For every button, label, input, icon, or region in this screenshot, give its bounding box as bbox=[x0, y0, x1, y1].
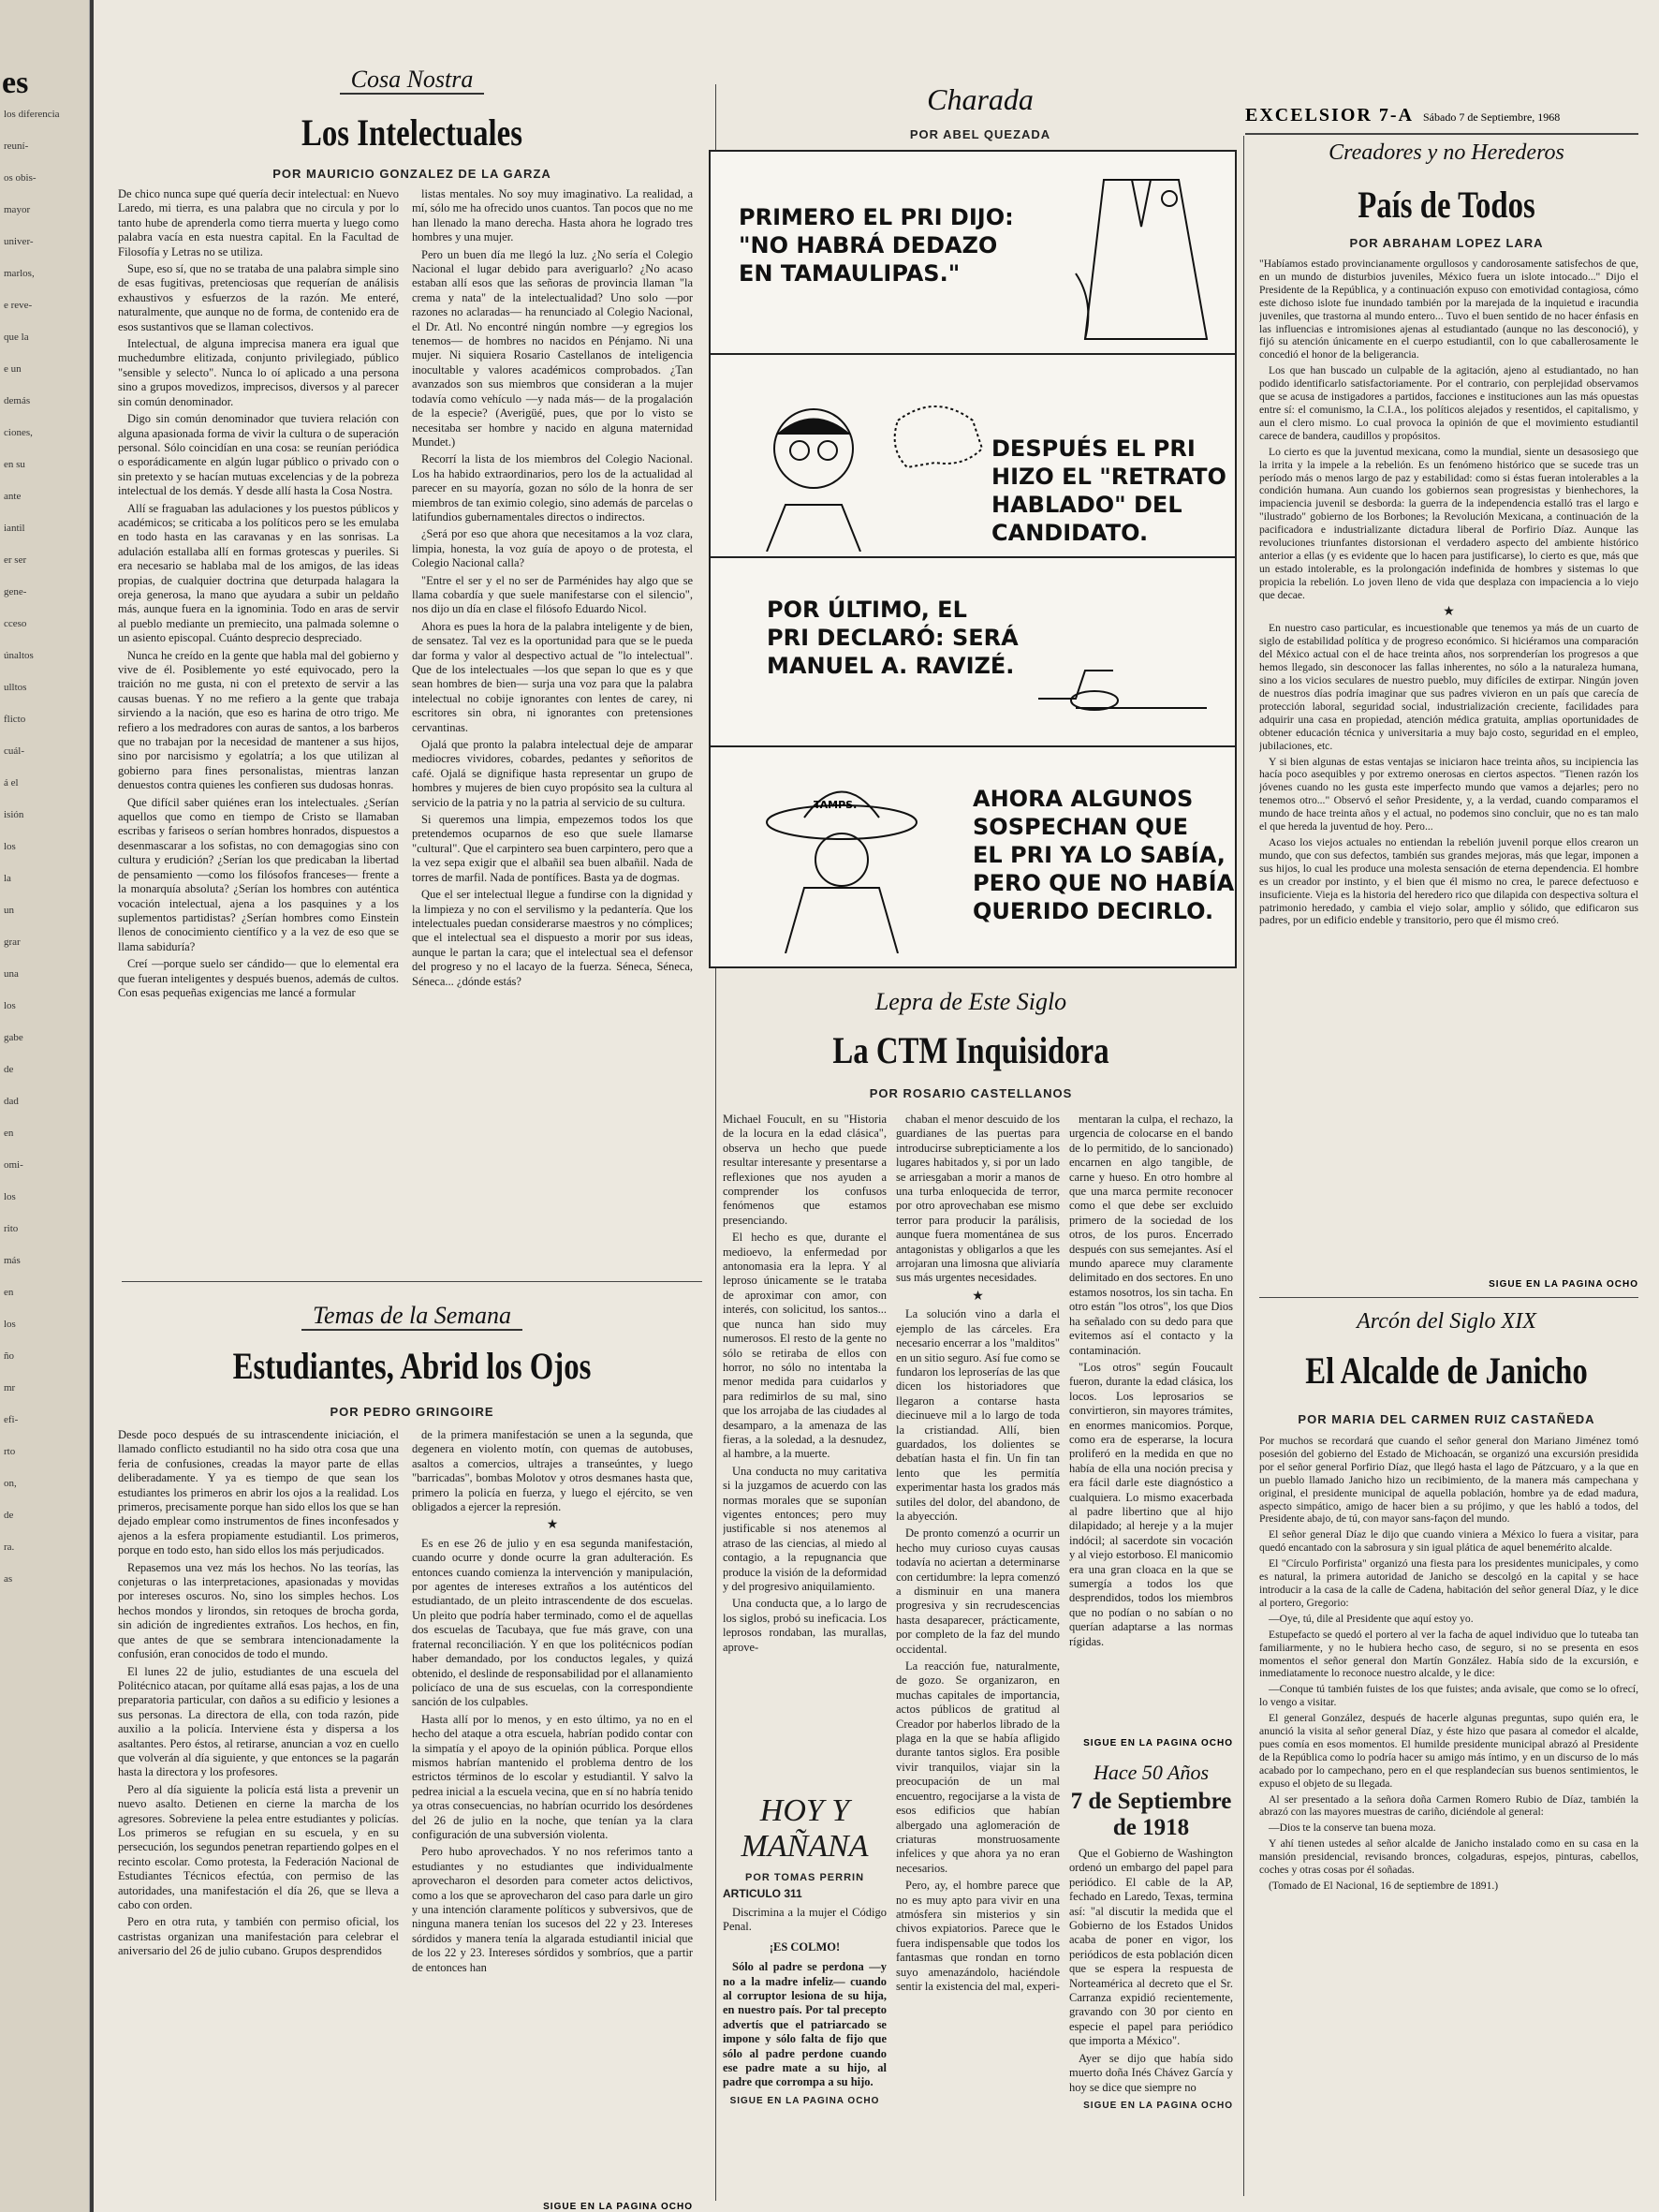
character-portrait-drawing bbox=[748, 383, 991, 552]
article-paragraph: Al ser presentado a la señora doña Carmen Romero Rubio de Díaz, también la abrazó con las mayores muestras de cariño, diciéndole al general: bbox=[1259, 1792, 1638, 1819]
article-paragraph: Y ahí tienen ustedes al señor alcalde de Janicho instalado como en su casa en la mansión presidencial, revisando bronces, colgaduras, espejos, pinturas, cabellos, coches y otras cosas por él soñadas. bbox=[1259, 1837, 1638, 1877]
article-paragraph: listas mentales. No soy muy imaginativo. La realidad, a mí, sólo me ha ofrecido unos cuantos. Tan pocos que no me han llenado la mano derecha. Hasta ahora he logrado tres hombres y una mujer. bbox=[412, 187, 693, 244]
adjacent-page-fragment: ante bbox=[4, 491, 22, 502]
article-paragraph: En nuestro caso particular, es incuestionable que tenemos ya más de un cuarto de siglo de estabilidad política y de progreso económico. Si hiciéramos una comparación del México actual con el de hace treinta años, nos sorprenderían los progresos a que hemos llegado, sin desconocer las fallas inherentes, no sólo a la naturaleza humana, sino a los vicios seculares de nuestro pueblo, muy difíciles de extirpar. Ningún joven de nuestros días podría imaginar que sus padres vivieron en un país que carecía de protección laboral, seguridad social, industrialización creciente, facilidades para adquirir una casa en propiedad, atención médica gratuita, amplias oportunidades de obtener educación técnica y universitaria a muy bajo costo, seguridad en el empleo, jubilaciones, etc. bbox=[1259, 622, 1638, 752]
arcon-byline: POR MARIA DEL CARMEN RUIZ CASTAÑEDA bbox=[1298, 1412, 1595, 1426]
article-paragraph: Recorrí la lista de los miembros del Colegio Nacional. Los ha habido extraordinarios, pero los de la actualidad al parecer en su mayoría, gozan no sólo de la honra de ser miembros de tan eximio colegio, sino además de parcelas o latifundios gubernamentales directos o indirectos. bbox=[412, 452, 693, 524]
hoy-line: Discrimina a la mujer el Código Penal. bbox=[723, 1906, 887, 1934]
adjacent-page-fragment: e un bbox=[4, 363, 22, 375]
article-paragraph: La reacción fue, naturalmente, de gozo. Se organizaron, en muchas capitales de importancia, actos públicos de gratitud al Creador por haberlos librado de la plaga en la que se había afligido durante tantos siglos. Era posible vivir tranquilos, viajar sin la preocupación de un mal encuentro, regocijarse a la vista de esos edificios que habían albergado una aglomeración de criaturas monstruosamente infelices y que ahora ya no eran necesarios. bbox=[896, 1659, 1060, 1875]
article-paragraph: Pero al día siguiente la policía está lista a prevenir un nuevo asalto. Detienen en cierne la marcha de los agresores. Sobreviene la pelea entre estudiantes y policías. Los primeros se refugian en su escuela, y en su persecución, los segundos penetran repartiendo golpes en el recinto escolar. Como protesta, la Federación Nacional de Estudiantes Técnicos efectúa, con permiso de las autoridades, una manifestación el día 26, que se lleva a cabo con orden. bbox=[118, 1782, 399, 1911]
lepra-continue-note: SIGUE EN LA PAGINA OCHO bbox=[1083, 1738, 1233, 1748]
panel-2-line: HIZO EL "RETRATO bbox=[991, 464, 1226, 490]
article-paragraph: Que difícil saber quiénes eran los intelectuales. ¿Serían aquellos que como en tiempo de Cristo se llamaban escribas y fariseos o serían hombres honrados, dispuestos a desenmascarar a los sofistas, no con demagogias sino con cultura y erudición? ¿Serían los que predicaban la libertad de pensamiento —como los filósofos franceses— frente a la monarquía absoluta? ¿Serían los hombres con auténtica vocación intelectual, ajena a los pasquines y a los suplementos partidistas? ¿Serían hombres como Einstein llenos de conocimiento científico y a la vez de eso que se llama sabiduría? bbox=[118, 795, 399, 953]
article-paragraph: (Tomado de El Nacional, 16 de septiembre de 1891.) bbox=[1269, 1880, 1499, 1892]
adjacent-page-fragment: as bbox=[4, 1573, 13, 1585]
article-paragraph: Pero, ay, el hombre parece que no es muy apto para vivir en una atmósfera sin misterios y sin chivos expiatorios. Parece que le fuera indispensable que todos los fantasmas que rondan en torno suyo amenazándolo, haciéndole sentir la existencia del mal, experi- bbox=[896, 1879, 1060, 1993]
article-paragraph: Los que han buscado un culpable de la agitación, ajeno al estudiantado, no han podido identificarlo satisfactoriamente. Por el contrario, con perplejidad observamos que se acusa de instigadores a partidos, facciones e instituciones aun las más opuestas entre sí: el comunismo, la C.I.A., los políticos alejados y resentidos, el capitalismo, y aun el clero mismo. Lo cual provoca la opinión de que el movimiento estudiantil carece de bandera, caudillos y propósitos. bbox=[1259, 364, 1638, 442]
article-paragraph: Por muchos se recordará que cuando el señor general don Mariano Jiménez tomó posesión del gobierno del Estado de Michoacán, se organizó una excursión presidida por el señor general Porfirio Díaz, que llegó hasta el lago de Pátzcuaro, y a la que en un pueblo llamado Janicho hizo un recibimiento, de la manera más campechana y original, el presidente municipal de aquella población, hombre ya de edad madura, aspecto simpático, amigo de hacer bien a su prójimo, y que les habló a todos, del Presidente abajo, de tú, con mayor sans-façon del mundo. bbox=[1259, 1435, 1638, 1526]
article-paragraph: Una conducta que, a lo largo de los siglos, probó su ineficacia. Los leprosos rondaban, las murallas, aprove- bbox=[723, 1597, 887, 1654]
adjacent-page-fragment: dad bbox=[4, 1096, 19, 1107]
temas-kicker bbox=[112, 1302, 712, 1339]
section-divider bbox=[122, 1281, 702, 1282]
panel-1-caption bbox=[739, 203, 1014, 288]
adjacent-page-fragment: ciones, bbox=[4, 427, 33, 438]
article-paragraph: "Los otros" según Foucault fueron, durante la edad clásica, los locos. Los leprosarios se convirtieron, sin mayores trámites, en enormes manicomios. Porque, como era de esperarse, la locura proliferó en la medida en que no había de ella una noción precisa y era fácil darle este diagnóstico a cualquiera. Lo mismo exacerbada al padre libertino que al hijo dilapidado; al hereje y a la mujer indócil; al sacerdote sin vocación y al viejo estorboso. El manicomio era una gran cloaca en la que se sumergía a todos los que desprendidos, todos los miembros que no podían o no sabían o no querían adaptarse a las normas rígidas. bbox=[1069, 1360, 1233, 1648]
adjacent-page-fragment: un bbox=[4, 905, 14, 916]
hoy-title-1: HOY Y bbox=[759, 1793, 850, 1828]
article-paragraph: Pero un buen día me llegó la luz. ¿No sería el Colegio Nacional el lugar debido para averiguarlo? ¿No acaso estaban allí esos que las señoras de provincia llaman "la crema y nata" de la intelectualidad? Uno solo —por razones no aclaradas— ha renunciado al Colegio Nacional, el Dr. Atl. No encontré ningún nombre —y egregios los tenemos— de hombres no nacidos en Pénjamo. Ni una mujer. Ni siquiera Rosario Castellanos de inteligencia inocultable y valores académicos comprobados. ¿Tan avanzados son sus miembros que consideran a la mujer todavía como vehículo —y nada más— de la progalación de la especie? (Averigüé, pues, que por lo visto se necesitaba ser hombre y nacido en alguna maternidad Mundet.) bbox=[412, 247, 693, 449]
panel-4-caption bbox=[973, 785, 1234, 925]
adjacent-page-fragment: los bbox=[4, 1191, 16, 1202]
article-paragraph: De pronto comenzó a ocurrir un hecho muy curioso cuyas causas todavía no aciertan a determinarse con certidumbre: la lepra comenzó a disminuir en una manera progresiva y sin recrudescencias hasta desaparecer, prácticamente, por completo de la faz del mundo occidental. bbox=[896, 1526, 1060, 1656]
adjacent-page-fragment: er ser bbox=[4, 554, 27, 566]
panel-3-line: PRI DECLARÓ: SERÁ bbox=[767, 625, 1019, 651]
adjacent-page-fragment: rto bbox=[4, 1446, 16, 1457]
creadores-byline: POR ABRAHAM LOPEZ LARA bbox=[1349, 236, 1544, 250]
article-paragraph: Estupefacto se quedó el portero al ver la facha de aquel individuo que lo tuteaba tan familiarmente, y no le hubiera hecho caso, de seguro, si no se presenta en esos momentos el señor general don Martín González. Había sido de la excursión, e inmediatamente lo reconoce nuestro alcalde, y le dice: bbox=[1259, 1628, 1638, 1680]
adjacent-page-fragment: reuní- bbox=[4, 140, 29, 152]
masthead-date: Sábado 7 de Septiembre, 1968 bbox=[1423, 111, 1561, 124]
adjacent-page-fragment: omi- bbox=[4, 1159, 23, 1171]
article-paragraph: —Oye, tú, dile al Presidente que aquí estoy yo. bbox=[1269, 1612, 1474, 1625]
article-paragraph: Desde poco después de su intrascendente iniciación, el llamado conflicto estudiantil no ha sido otra cosa que una feria de confusiones, creadas la mayor parte de ellas deliberadamente. Y ya es tiempo de que sean los estudiantes los primeros en abrir los ojos a la realidad. Los primeros, precisamente porque han sido ellos los que se han dejado emplear como instrumentos de fines inconfesados y ajenos a la esfera propiamente estudiantil. Los primeros, porque en todo esto, han sido ellos los más perjudicados. bbox=[118, 1428, 399, 1557]
adjacent-page-fragment: más bbox=[4, 1255, 21, 1266]
panel-4-line: PERO QUE NO HABÍA bbox=[973, 870, 1235, 896]
adjacent-page-headline: es bbox=[2, 66, 29, 100]
adjacent-page-fragment: ño bbox=[4, 1350, 14, 1362]
cartoon-panel-3 bbox=[711, 558, 1235, 747]
adjacent-page-fragment: que la bbox=[4, 332, 29, 343]
cosa-nostra-title: Los Intelectuales bbox=[301, 111, 522, 154]
adjacent-page-fragment: mr bbox=[4, 1382, 16, 1394]
masthead-rule bbox=[1245, 133, 1638, 135]
hace-50-anos-box bbox=[1069, 1761, 1233, 2196]
article-paragraph: Y si bien algunas de estas ventajas se iniciaron hace treinta años, su incipiencia las hacía poco asequibles y por extremo onerosas en ciertos aspectos. "Tienen razón los jóvenes cuando no les gusta este imperfecto mundo que vamos a dejarles; pero no tenemos otro..." Observó el señor Presidente, y, a la verdad, cuando comparamos el mundo de hace treinta años y el actual, no podemos sino concluir, que no es tan malo el que hereda la juventud de hoy. Pero... bbox=[1259, 755, 1638, 833]
charada-kicker: Charada bbox=[927, 82, 1034, 116]
article-paragraph: "Entre el ser y el no ser de Parménides hay algo que se llama cobardía y que suele manifestarse con el silencio", nos dijo un día en clase el filósofo Eduardo Nicol. bbox=[412, 573, 693, 616]
arcon-kicker: Arcón del Siglo XIX bbox=[1357, 1309, 1536, 1334]
adjacent-page-fragment: e reve- bbox=[4, 300, 33, 311]
article-paragraph: Lo cierto es que la juventud mexicana, como la mundial, siente un desasosiego que la irrita y la impele a la rebelión. Es un fenómeno histórico que se sucede tras un período más o menos largo de paz y estabilidad: como si éstas fueran intolerables a la condición humana. Aun cuando los gobiernos sean progresistas y bienhechores, la impaciencia juvenil se desborda: la guerra de la independencia estalló tras el largo e "ilustrado" gobierno de los Borbones; la Revolución Mexicana, a continuación de la pacificadora e industrializante dictadura liberal de Porfirio Díaz. Aunque las revoluciones triunfantes distorsionan el verdadero aspecto del ambiente histórico anterior a ellas (y es evidente que lo hacen para justificarse), lo cierto es que, más que un estado intolerable, es la prolongación indefinida de hombres y sistemas lo que propicia la rebelión. Lo joven lleno de vida que desplaza con impaciencia a lo viejo que decae. bbox=[1259, 445, 1638, 601]
hoy-line: Sólo al padre se perdona —y no a la madre infeliz— cuando al corruptor lesiona de su hija, en nuestro país. Por tal precepto advertís que el patriarcado se impone y sólo falta de fijo que sólo al padre perdone cuando ese padre mate a su hijo, al padre que corrompa a su hijo. bbox=[723, 1960, 887, 2089]
article-paragraph: mentaran la culpa, el rechazo, la urgencia de colocarse en el bando de lo permitido, de lo sancionado) encarnen en algo tangible, de carne y hueso. En otro hombre al que una marca permite reconocer como el que debe ser excluido primero de la sociedad de los otros, de los puros. Encerrado después con sus semejantes. Así el mundo aparece muy claramente delimitado en dos sectores. En uno estamos nosotros, los sin tacha. En otro están "los otros", los que Dios ha señalado con su dedo para que evitemos así el contacto y la contaminación. bbox=[1069, 1113, 1233, 1357]
creadores-title: País de Todos bbox=[1358, 184, 1535, 226]
article-paragraph: Nunca he creído en la gente que habla mal del gobierno y vive de él. Posiblemente yo esté equivocado, pero la traición no me gusta, ni con el pretexto de servir a las causas buenas. Y no me refiero a la gente que trabaja sirviendo a la nación, que eso es harina de otro trigo. Me refiero a los medradores con auras de santos, a los barberos que no trabajan por la necesidad de mantener a sus hijos, sino por narcisismo y egolatría; a los que utilizan al gobierno para fines personalistas, mientras lanzan denuestos contra quienes les confieren sus dudosas honras. bbox=[118, 648, 399, 792]
cosa-nostra-column-1 bbox=[118, 187, 399, 1272]
temas-byline: POR PEDRO GRINGOIRE bbox=[330, 1405, 494, 1419]
adjacent-page-fragment: de bbox=[4, 1510, 14, 1521]
cartoon-panel-4 bbox=[711, 747, 1235, 965]
adjacent-page-strip bbox=[0, 0, 90, 2212]
panel-2-line: CANDIDATO. bbox=[991, 520, 1149, 546]
adjacent-page-fragment: demás bbox=[4, 395, 31, 406]
adjacent-page-fragment: iantil bbox=[4, 523, 25, 534]
charada-byline: POR ABEL QUEZADA bbox=[909, 127, 1051, 141]
hace50-title-1: 7 de Septiembre bbox=[1070, 1789, 1232, 1814]
sombrero-figure-drawing bbox=[748, 766, 945, 953]
adjacent-page-fragment: la bbox=[4, 873, 11, 884]
adjacent-page-fragment: gene- bbox=[4, 586, 27, 597]
article-paragraph: Pero en otra ruta, y también con permiso oficial, los castristas organizan una manifestación para celebrar el aniversario del 26 de julio cubano. Grupos desprendidos bbox=[118, 1915, 399, 1958]
adjacent-page-fragment: flicto bbox=[4, 714, 26, 725]
panel-1-line: PRIMERO EL PRI DIJO: bbox=[739, 204, 1014, 230]
adjacent-page-fragment: en bbox=[4, 1128, 14, 1139]
temas-column-1 bbox=[118, 1428, 399, 2196]
adjacent-page-fragment: los bbox=[4, 1319, 16, 1330]
panel-2-caption bbox=[991, 435, 1226, 547]
article-paragraph: "Habíamos estado provincianamente orgullosos y candorosamente satisfechos de que, en un mundo de disturbios juveniles, México fuera un islote intocado..." Dijo el Presidente de la República, y a continuación expuso con emotividad contagiosa, cómo este dichoso islote fue inundado también por la marejada de la inquietud e iracundia juveniles, que trastorna al mundo entero... Tuvo el buen sentido de no hacer énfasis en las influencias e intromisiones ajenas al estudiantado (aunque no las desconoció), y fijó su atención únicamente en el cuerpo estudiantil, con lo que caballerosamente le concedió el honor de la beligerancia. bbox=[1259, 258, 1638, 361]
lepra-column-2 bbox=[896, 1113, 1060, 2199]
arcon-body bbox=[1259, 1435, 1638, 2198]
newspaper-page bbox=[94, 0, 1659, 2212]
creadores-body bbox=[1259, 258, 1638, 1269]
panel-4-line: AHORA ALGUNOS bbox=[973, 786, 1194, 812]
section-star: ★ bbox=[972, 1289, 984, 1304]
adjacent-page-fragment: una bbox=[4, 968, 19, 980]
panel-2-line: DESPUÉS EL PRI bbox=[991, 435, 1196, 462]
article-paragraph: El general González, después de hacerle algunas preguntas, supo quién era, le anunció la visita al señor general Díaz, y éste hizo que pasara al comedor el alcalde, pues comía en esos momentos. El humilde presidente municipal abrazó al Presidente de la República como lo podría hacer su amigo más íntimo, y en un discurso de lo más acabado por lo campechano, pero en el que resplandecían sus buenos sentimientos, le expuso el objeto de su llegada. bbox=[1259, 1712, 1638, 1790]
article-paragraph: Pero hubo aprovechados. Y no nos referimos tanto a estudiantes y no estudiantes que individualmente aprovecharon el desorden para cometer actos delictivos, como a los que se aprovecharon del caso para darle un giro y una intención claramente políticos y subversivos, que de ninguna manera tenían los sucesos del 22 y 23. Intereses sórdidos y manera tenía la algarada estudiantil inicial que de los 22 y 23. Intereses sórdidos y sombríos, que a partir de entonces han bbox=[412, 1845, 693, 1974]
hace50-continue-note: SIGUE EN LA PAGINA OCHO bbox=[1083, 2100, 1233, 2111]
article-paragraph: Es en ese 26 de julio y en esa segunda manifestación, cuando ocurre y donde ocurre la gran adulteración. Es entonces cuando comienza la intervención y manipulación, por agentes de intereses extraños a los auténticos del estudiantado, de un pleito intrascendente de dos escuelas. Un pleito que podría haber terminado, como el de aquellas dos escuelas de Tacubaya, que fue más grave, con una fraternal reconciliación. Y en que los politécnicos podían haber demandado, por los conductos legales, y quizá obtenido, el deslinde de responsabilidad por el allanamiento policíaco de una de sus escuelas, con la correspondiente sanción de los culpables. bbox=[412, 1536, 693, 1709]
adjacent-page-fragment: efi- bbox=[4, 1414, 19, 1425]
hat-label: TAMPS. bbox=[814, 799, 858, 811]
temas-column-2 bbox=[412, 1428, 693, 2196]
adjacent-page-fragment: grar bbox=[4, 936, 21, 948]
creadores-continue-note: SIGUE EN LA PAGINA OCHO bbox=[1489, 1279, 1638, 1290]
article-paragraph: de la primera manifestación se unen a la segunda, que degenera en violento motín, con quemas de autobuses, asaltos a comercios, ultrajes a transeúntes, y luego "barricadas", bombas Molotov y otros desmanes hasta que, primero la policía en fuerza, y luego el ejército, se ven obligados a ejercer la represión. bbox=[412, 1428, 693, 1514]
article-paragraph: Que el ser intelectual llegue a fundirse con la dignidad y la limpieza y no con el servilismo y la pedantería. Que los intelectuales puedan considerarse maestros y no cómplices; que el intelectual sea el dispuesto a morir por sus ideas, aunque le partan la cara; que el intelectual sea el defensor del progreso y no el lacayo de la fuerza. Séneca, Séneca, Séneca... ¿dónde estás? bbox=[412, 888, 693, 988]
adjacent-page-fragment: gabe bbox=[4, 1032, 23, 1043]
hoy-y-manana-box bbox=[723, 1793, 887, 2196]
adjacent-page-fragment: en bbox=[4, 1287, 14, 1298]
article-paragraph: Repasemos una vez más los hechos. No las teorías, las conjeturas o las interpretaciones, apasionadas y movidas por intereses oscuros. No, sino los simples hechos. Los hechos mondos y lirondos, sin retoques de brocha gorda, sin adición de ingredientes extraños. Los hechos, en fin, que antes de que se sembrara intencionadamente la confusión, eran conocidos de todo el mundo. bbox=[118, 1560, 399, 1661]
panel-3-line: MANUEL A. RAVIZÉ. bbox=[767, 653, 1015, 679]
article-paragraph: Ojalá que pronto la palabra intelectual deje de amparar mediocres vividores, cobardes, pedantes y señoritos de café. Ojalá se dignifique hasta representar un grupo de hombres y mujeres de bien cuyo propósito sea la cultura al servicio de la patria y no la patria al servicio de su cultura. bbox=[412, 738, 693, 809]
hoy-article: ARTICULO 311 bbox=[723, 1887, 802, 1900]
lepra-title: La CTM Inquisidora bbox=[832, 1029, 1109, 1071]
hoy-line: ¡ES COLMO! bbox=[769, 1939, 841, 1954]
lepra-byline: POR ROSARIO CASTELLANOS bbox=[869, 1086, 1073, 1100]
article-paragraph: Supe, eso sí, que no se trataba de una palabra simple sino de esas fugitivas, pretenciosas que requerían de análisis exhaustivos y esfuerzos de la razón. Me enteré, naturalmente, que aunque no de forma, de contenido era de esos sustantivos que se llaman colectivos. bbox=[118, 262, 399, 333]
adjacent-page-fragment: on, bbox=[4, 1478, 17, 1489]
lepra-column-1 bbox=[723, 1113, 887, 1787]
adjacent-page-fragment: ulltos bbox=[4, 682, 27, 693]
section-star: ★ bbox=[1443, 604, 1455, 619]
article-paragraph: ¿Será por eso que ahora que necesitamos a la voz clara, limpia, honesta, la voz guía de apoyo o de protesta, el Colegio Nacional calla? bbox=[412, 527, 693, 570]
article-paragraph: Ahora es pues la hora de la palabra inteligente y de bien, de sensatez. Tal vez es la oportunidad para que se le pueda dar forma y valor al despectivo actual de "lo intelectual". Que de los intelectuales —los que sepan lo que es y que sean hombres de bien— surja una voz para que la palabra intelectual no cobije ignorantes con lentes de carey, ni escritores sin obra, ni ignorantes con pretensiones cervantinas. bbox=[412, 619, 693, 734]
hace50-title-2: de 1918 bbox=[1112, 1815, 1190, 1840]
adjacent-page-fragment: mayor bbox=[4, 204, 31, 215]
cartoon-panel-2 bbox=[711, 355, 1235, 558]
cosa-nostra-byline: POR MAURICIO GONZALEZ DE LA GARZA bbox=[272, 167, 551, 181]
article-paragraph: Intelectual, de alguna imprecisa manera era igual que muchedumbre elitizada, conjunto privilegiado, público "sensible y selecto". Nunca lo oí aplicado a una persona sino a grupos movedizos, imprecisos, diversos y al parecer sin común denominador. bbox=[118, 337, 399, 408]
panel-4-line: QUERIDO DECIRLO. bbox=[973, 898, 1214, 924]
adjacent-page-fragment: los bbox=[4, 841, 16, 852]
article-paragraph: Si queremos una limpia, empezemos todos los que pretendemos ocuparnos de eso que suele llamarse "cultural". Que el carpintero sea buen carpintero, pero que a la vez sepa exigir que el albañil sea buen albañil. Nada de torres de marfil. Nada de pontífices. Basta ya de dogmas. bbox=[412, 813, 693, 884]
adjacent-page-fragment: rito bbox=[4, 1223, 19, 1234]
article-paragraph: Michael Foucult, en su "Historia de la locura en la edad clásica", observa un hecho que puede resultar interesante y presentarse a reflexiones que nos ayuden a comprender los confusos fenómenos que estamos presenciando. bbox=[723, 1113, 887, 1227]
article-paragraph: Una conducta no muy caritativa si la juzgamos de acuerdo con las normas morales que se suponían vigentes entonces; pero muy justificable si nos atenemos al atraso de las ciencias, al miedo al contagio, a la repugnancia que produce la visión de la deformidad y del progresivo aniquilamiento. bbox=[723, 1464, 887, 1593]
article-paragraph: Creí —porque suelo ser cándido— que lo elemental era que fueran inteligentes y después buenos, además de cultos. Con esas pequeñas exigencias me lancé a formular bbox=[118, 957, 399, 999]
article-paragraph: Hasta allí por lo menos, y en esto último, ya no en el hecho del ataque a otra escuela, habrían podido contar con la simpatía y el apoyo de la opinión pública. Porque ellos mismos habrían mantenido el problema dentro de los estrictos términos de lo escolar y estudiantil. Y salvo la pedrea inicial a la escuela vecina, que en sí no habría tenido ya otras consecuencias, no habrían ocurrido los desórdenes del 26 de julio en la noche, que tenían ya la clara configuración de una subversión violenta. bbox=[412, 1712, 693, 1841]
article-paragraph: —Dios te la conserve tan buena moza. bbox=[1269, 1821, 1436, 1835]
hace50-kicker: Hace 50 Años bbox=[1093, 1761, 1210, 1784]
adjacent-page-fragment: isión bbox=[4, 809, 24, 820]
adjacent-page-fragment: marlos, bbox=[4, 268, 35, 279]
adjacent-page-fragment: los bbox=[4, 1000, 16, 1011]
hoy-title-2: MAÑANA bbox=[741, 1829, 869, 1864]
section-star: ★ bbox=[546, 1518, 559, 1533]
charada-cartoon bbox=[709, 150, 1237, 968]
adjacent-page-fragment: únaltos bbox=[4, 650, 34, 661]
cartoon-panel-1 bbox=[711, 152, 1235, 355]
adjacent-page-fragment: en su bbox=[4, 459, 25, 470]
hace50-paragraph: Que el Gobierno de Washington ordenó un embargo del papel para periódico. El cable de la AP, fechado en Laredo, Texas, termina así: "al discutir la medida que el Gobierno de los Estados Unidos acaba de poner en vigor, los periódicos de esta población dicen que se espera la respuesta de Norteamérica al decreto que el Sr. Carranza expidió recientemente, gravando con 30 por ciento en especie el papel para periódico que importa a México". bbox=[1069, 1847, 1233, 2048]
temas-continue-note: SIGUE EN LA PAGINA OCHO bbox=[543, 2202, 693, 2212]
hoy-byline: POR TOMAS PERRIN bbox=[744, 1872, 865, 1883]
panel-4-line: SOSPECHAN QUE bbox=[973, 814, 1188, 840]
adjacent-page-fragment: á el bbox=[4, 777, 19, 789]
article-paragraph: El hecho es que, durante el medioevo, la enfermedad por antonomasia era la lepra. Y al leproso únicamente se le trataba de aproximar con amor, con interés, con solicitud, los santos... que nunca han sido muy numerosos. El resto de la gente no sólo se retiraba de ellos con horror, no sólo no intentaba la menor medida para cuidarlos y para redimirlos de su mal, sino que los arrojaba de las ciudades al desamparo, a la amenaza de las fieras, a la soledad, a la desnudez, al hambre, a la muerte. bbox=[723, 1231, 887, 1461]
adjacent-page-fragment: os obis- bbox=[4, 172, 37, 184]
adjacent-page-fragment: los diferencia bbox=[4, 109, 60, 120]
cosa-nostra-column-2 bbox=[412, 187, 693, 1272]
section-divider bbox=[1259, 1297, 1638, 1298]
article-paragraph: Digo sin común denominador que tuviera relación con alguna apasionada forma de vivir la cultura o de superación personal. Sólo coincidían en una cosa: se reunían periódica o esporádicamente en algún lugar público o privado con o sin pretexto y se hacían mutuas excelencias y de la pobreza intelectual de los demás. Y desde allí hasta la Cosa Nostra. bbox=[118, 412, 399, 498]
column-rule bbox=[1243, 136, 1244, 2196]
temas-kicker-text: Temas de la Semana bbox=[301, 1302, 522, 1331]
suited-figure-drawing bbox=[1066, 161, 1226, 348]
temas-title: Estudiantes, Abrid los Ojos bbox=[232, 1345, 592, 1387]
adjacent-page-fragment: univer- bbox=[4, 236, 34, 247]
adjacent-page-fragment: ra. bbox=[4, 1541, 15, 1553]
panel-3-caption bbox=[767, 596, 1019, 680]
arcon-title: El Alcalde de Janicho bbox=[1305, 1349, 1588, 1392]
article-paragraph: El "Círculo Porfirista" organizó una fiesta para los presidentes municipales, y como es natural, la primera autoridad de Janicho se descolgó en la capital y se hace introducir a la casa de la calle de Cadena, habitación del señor general Díaz, y le dice al portero, Gregorio: bbox=[1259, 1557, 1638, 1609]
article-paragraph: Allí se fraguaban las adulaciones y los puestos públicos y académicos; se criticaba a los políticos pero se les emulaba en todo hasta en las caravanas y en las sonrisas. La adulación estallaba allí en formas grotescas y pueriles. Si era necesario se hablaba mal de los amigos, de las ideas propias, de cualquier doctrina que deturpada halagara la oreja generosa, la mano que ayudara a subir un peldaño más, aunque fuera en la ignominia. Todo en aras de servir al pueblo mediante un premiecito, una palmada solemne o un asiento episcopal. Cuánto desprecio despreciado. bbox=[118, 501, 399, 645]
panel-2-line: HABLADO" DEL bbox=[991, 492, 1182, 518]
lepra-kicker: Lepra de Este Siglo bbox=[874, 988, 1067, 1015]
panel-1-line: "NO HABRÁ DEDAZO bbox=[739, 232, 998, 258]
panel-1-line: EN TAMAULIPAS." bbox=[739, 260, 961, 287]
adjacent-page-fragment: cuál- bbox=[4, 745, 24, 757]
creadores-kicker: Creadores y no Herederos bbox=[1329, 140, 1564, 165]
lepra-column-3 bbox=[1069, 1113, 1233, 1731]
article-paragraph: chaban el menor descuido de los guardianes de las puertas para introducirse subrepticiamente a los lugares habitados y, si por un lado se arriesgaban a morir a manos de una turba enloquecida de terror, por otro aprovechaban ese mismo terror para producir la parálisis, aunque fuera momentánea de sus antagonistas y obligarlos a que les arrojaran una limosna que aliviaría sus más urgentes necesidades. bbox=[896, 1113, 1060, 1285]
article-paragraph: De chico nunca supe qué quería decir intelectual: en Nuevo Laredo, mi tierra, es una palabra que no circula y por lo tanto hube de aprenderla como tierra muerta y luego como palabra vacía en esta nuestra capital. En la Facultad de Filosofía y Letras no se utiliza. bbox=[118, 187, 399, 258]
cosa-nostra-kicker-text: Cosa Nostra bbox=[340, 66, 485, 95]
adjacent-page-fragment: cceso bbox=[4, 618, 27, 629]
article-paragraph: El señor general Díaz le dijo que cuando viniera a México lo fuera a visitar, para quedó encantado con la sabrosura y sin igual plática de aquel benemérito alcalde. bbox=[1259, 1528, 1638, 1555]
article-paragraph: Acaso los viejos actuales no entiendan la rebelión juvenil porque ellos crearon un mundo, que con sus defectos, también sus grandes mejoras, más que legar, imponen a sus hijos, lo cual les produce una molesta sensación de eterna dependencia. El hombre es un creador por instinto, y el bien que él mismo no crea, le parece defectuoso e insuficiente. Vieja es la historia del heredero rico que dilapida con despectiva soltura el patrimonio heredado, y cambia el viejo solar, amplio y sólido, que edificaron sus padres, por un edificio endeble y transitorio, pero que él mismo creó. bbox=[1259, 835, 1638, 927]
masthead-name: EXCELSIOR 7-A bbox=[1245, 105, 1414, 125]
article-paragraph: La solución vino a darla el ejemplo de las cárceles. Era necesario encerrar a los "malditos" en un sitio seguro. Así fue como se fundaron los leproserías de las que dicen los historiadores que llegaron a contarse hasta diecinueve mil a lo largo de toda la cristiandad. Allí, bien guardados, los dolientes se debatían hasta el fin. Un fin tan lento que les permitía experimentar hasta los grados más sutiles del dolor, del abandono, de la abyección. bbox=[896, 1307, 1060, 1523]
panel-4-line: EL PRI YA LO SABÍA, bbox=[973, 842, 1226, 868]
hace50-paragraph: Ayer se dijo que había sido muerto doña Inés Chávez García y hoy se dice que siempre no bbox=[1069, 2051, 1233, 2094]
hoy-continue-note: SIGUE EN LA PAGINA OCHO bbox=[729, 2095, 880, 2106]
article-paragraph: —Conque tú también fuistes de los que fuistes; anda avisale, que como se lo ofrecí, lo vengo a visitar. bbox=[1259, 1683, 1638, 1709]
panel-3-line: POR ÚLTIMO, EL bbox=[767, 597, 967, 623]
adjacent-page-fragment: de bbox=[4, 1064, 14, 1075]
article-paragraph: El lunes 22 de julio, estudiantes de una escuela del Politécnico atacan, por quítame allá esas pajas, a los de una preparatoria particular, con daños a su edificio y lesiones a sus personas. La directora de ella, con toda razón, pide auxilio a la policía. Interviene ésta y dispersa a los asaltantes. Pero éstos, al retirarse, anuncian a voz en cuello que volverán al día siguiente, y que entonces se la pagarán hasta la directora y los profesores. bbox=[118, 1664, 399, 1779]
shoes-drawing bbox=[1020, 614, 1226, 736]
